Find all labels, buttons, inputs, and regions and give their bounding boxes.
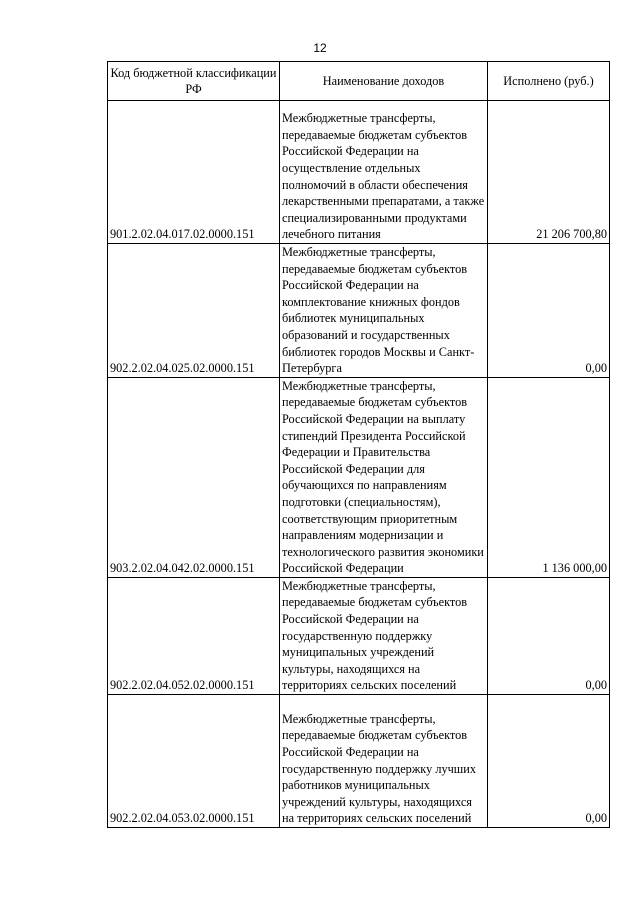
table-row	[108, 377, 610, 577]
table-row	[108, 577, 610, 694]
budget-code-cell: 901.2.02.04.017.02.0000.151	[108, 101, 280, 244]
table-row	[108, 101, 610, 244]
revenue-name-cell: Межбюджетные трансферты, передаваемые бюджетам субъектов Российской Федерации на выплату стипендий Президента Российской Федерации и Правительства Российской Федерации для обучающихся по направлениям подготовки (специальностям), соответствующим приоритетным направлениям модернизации и технологического развития экономики Российской Федерации	[280, 377, 488, 577]
page-number: 12	[313, 41, 327, 55]
budget-code-cell: 902.2.02.04.025.02.0000.151	[108, 244, 280, 378]
executed-amount-cell: 0,00	[488, 695, 610, 828]
executed-amount-cell: 0,00	[488, 244, 610, 378]
revenue-name-cell: Межбюджетные трансферты, передаваемые бюджетам субъектов Российской Федерации на комплектование книжных фондов библиотек муниципальных образований и государственных библиотек городов Москвы и Санкт-Петербурга	[280, 244, 488, 378]
revenue-name-cell: Межбюджетные трансферты, передаваемые бюджетам субъектов Российской Федерации на осуществление отдельных полномочий в области обеспечения лекарственными препаратами, а также специализированными продуктами лечебного питания	[280, 101, 488, 244]
budget-revenue-table	[107, 61, 610, 828]
executed-amount-cell: 1 136 000,00	[488, 377, 610, 577]
executed-amount-cell: 0,00	[488, 577, 610, 694]
header-revenue-name: Наименование доходов	[280, 62, 488, 101]
table-row	[108, 244, 610, 378]
budget-code-cell: 902.2.02.04.052.02.0000.151	[108, 577, 280, 694]
budget-code-cell: 903.2.02.04.042.02.0000.151	[108, 377, 280, 577]
header-executed-amount: Исполнено (руб.)	[488, 62, 610, 101]
budget-code-cell: 902.2.02.04.053.02.0000.151	[108, 695, 280, 828]
table-row	[108, 695, 610, 828]
executed-amount-cell: 21 206 700,80	[488, 101, 610, 244]
table-header-row	[108, 62, 610, 101]
revenue-name-cell: Межбюджетные трансферты, передаваемые бюджетам субъектов Российской Федерации на государственную поддержку лучших работников муниципальных учреждений культуры, находящихся на территориях сельских поселений	[280, 695, 488, 828]
revenue-name-cell: Межбюджетные трансферты, передаваемые бюджетам субъектов Российской Федерации на государственную поддержку муниципальных учреждений культуры, находящихся на территориях сельских поселений	[280, 577, 488, 694]
header-budget-code: Код бюджетной классификации РФ	[108, 62, 280, 101]
